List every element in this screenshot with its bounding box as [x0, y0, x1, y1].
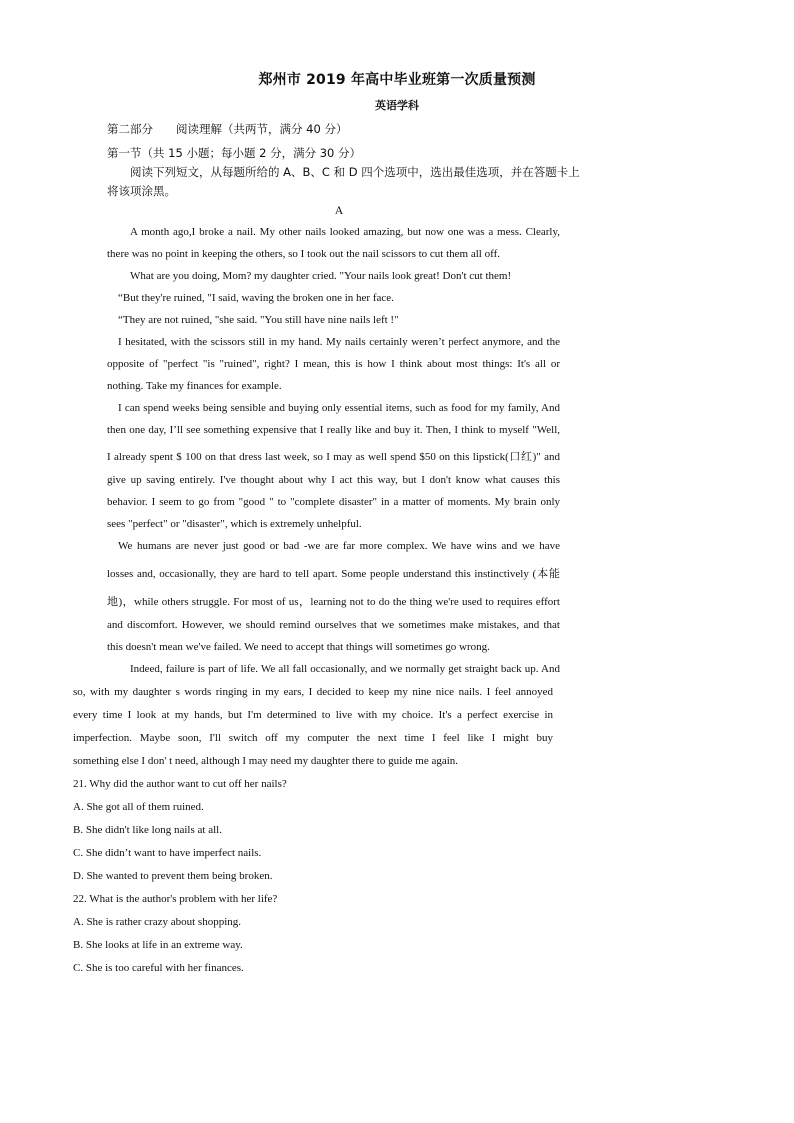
passage-line: A month ago,I broke a nail. My other nails looked amazing, but now one was a mess. Clearly,: [130, 226, 560, 238]
passage-line: I already spent $ 100 on that dress last week, so I may as well spend $50 on this lipstick(口红)" and: [107, 451, 560, 463]
passage-line: “They are not ruined, "she said. "You still have nine nails left !": [118, 314, 399, 326]
question-22-option-b: B. She looks at life in an extreme way.: [73, 939, 243, 951]
passage-line: behavior. I seem to go from "good " to "complete disaster" in a matter of moments. My brain only: [107, 496, 560, 508]
exam-title: 郑州市 2019 年高中毕业班第一次质量预测: [258, 72, 536, 88]
passage-line: sees "perfect" or "disaster", which is extremely unhelpful.: [107, 518, 362, 530]
passage-line: opposite of "perfect "is "ruined", right? I mean, this is how I think about most things: It's all or: [107, 358, 560, 370]
passage-line: imperfection. Maybe soon, I'll switch off my computer the next time I feel like I might buy: [73, 732, 553, 744]
question-21-option-b: B. She didn't like long nails at all.: [73, 824, 222, 836]
passage-line: there was no point in keeping the others, so I took out the nail scissors to cut them all off.: [107, 248, 500, 260]
question-22-option-c: C. She is too careful with her finances.: [73, 962, 244, 974]
passage-line: something else I don' t need, although I may need my daughter there to guide me again.: [73, 755, 459, 767]
question-21-stem: 21. Why did the author want to cut off her nails?: [73, 778, 287, 790]
passage-line: What are you doing, Mom? my daughter cried. "Your nails look great! Don't cut them!: [130, 270, 512, 282]
passage-line: “But they're ruined, "I said, waving the broken one in her face.: [118, 292, 394, 304]
passage-line: We humans are never just good or bad -we are far more complex. We have wins and we have: [118, 540, 560, 552]
directions-line-1: 阅读下列短文，从每题所给的 A、B、C 和 D 四个选项中，选出最佳选项，并在答题卡上: [130, 165, 580, 179]
question-22-option-a: A. She is rather crazy about shopping.: [73, 916, 242, 928]
passage-line: I hesitated, with the scissors still in my hand. My nails certainly weren’t perfect anymore, and the: [118, 336, 560, 348]
passage-line: and discomfort. However, we should remind ourselves that we sometimes make mistakes, and that: [107, 619, 560, 631]
passage-line: give up saving entirely. I've thought about why I act this way, but I don't know what causes this: [107, 474, 560, 486]
passage-line: so, with my daughter s words ringing in my ears, I decided to keep my nine nice nails. I feel annoyed: [73, 686, 553, 698]
question-22-stem: 22. What is the author's problem with her life?: [73, 893, 278, 905]
question-21-option-c: C. She didn’t want to have imperfect nails.: [73, 847, 262, 859]
subject-label: 英语学科: [375, 99, 419, 112]
part-heading: 第二部分 阅读理解（共两节，满分 40 分）: [107, 122, 348, 136]
passage-line: I can spend weeks being sensible and buying only essential items, such as food for my family, And: [118, 402, 560, 414]
directions-line-2: 将该项涂黑。: [107, 184, 176, 198]
passage-line: Indeed, failure is part of life. We all fall occasionally, and we normally get straight back up. And: [130, 663, 560, 675]
section-heading: 第一节（共 15 小题；每小题 2 分，满分 30 分）: [107, 146, 362, 160]
passage-line: losses and, occasionally, they are hard to tell apart. Some people understand this instinctively (本能: [107, 568, 560, 580]
passage-line: this doesn't mean we've failed. We need to accept that things will sometimes go wrong.: [107, 641, 490, 653]
passage-line: every time I look at my hands, but I'm determined to live with my choice. It's a perfect exercise in: [73, 709, 553, 721]
passage-line: nothing. Take my finances for example.: [107, 380, 282, 392]
passage-line: then one day, I’ll see something expensive that I really like and buy it. Then, I think to myself "Well,: [107, 424, 560, 436]
question-21-option-d: D. She wanted to prevent them being broken.: [73, 870, 273, 882]
question-21-option-a: A. She got all of them ruined.: [73, 801, 204, 813]
passage-line: 地)，while others struggle. For most of us，learning not to do the thing we're used to requires effort: [107, 596, 560, 608]
passage-label: A: [334, 205, 344, 217]
